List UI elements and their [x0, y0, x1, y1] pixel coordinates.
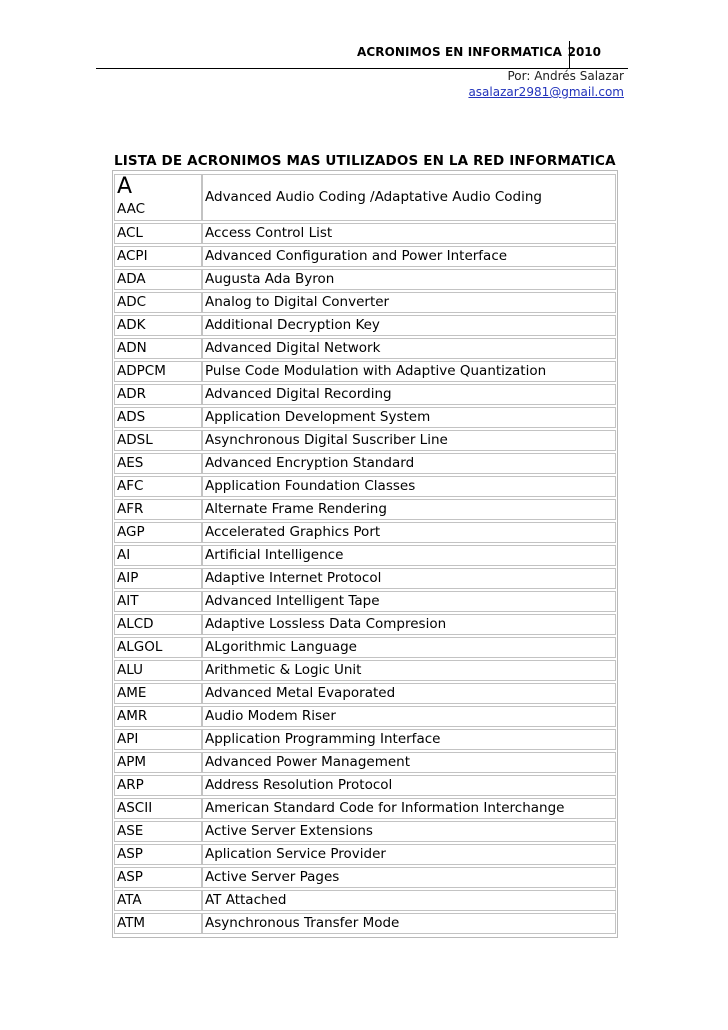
acronym-table — [114, 172, 616, 936]
table-row — [114, 637, 616, 658]
acronym-cell: AI — [114, 545, 202, 566]
acronym-cell: AIP — [114, 568, 202, 589]
definition-cell: Adaptive Lossless Data Compresion — [202, 614, 616, 635]
table-row — [114, 522, 616, 543]
definition-cell: Asynchronous Transfer Mode — [202, 913, 616, 934]
table-row — [114, 798, 616, 819]
definition-cell: Application Development System — [202, 407, 616, 428]
acronym-cell: ADR — [114, 384, 202, 405]
acronym-cell: ADC — [114, 292, 202, 313]
definition-cell: Advanced Intelligent Tape — [202, 591, 616, 612]
acronym-cell: ADPCM — [114, 361, 202, 382]
definition-cell: Advanced Digital Network — [202, 338, 616, 359]
acronym-cell: ALGOL — [114, 637, 202, 658]
acronym-cell: AIT — [114, 591, 202, 612]
table-row — [114, 614, 616, 635]
definition-cell: Active Server Extensions — [202, 821, 616, 842]
acronym-cell: ADK — [114, 315, 202, 336]
acronym-cell: ASP — [114, 867, 202, 888]
definition-cell: Pulse Code Modulation with Adaptive Quantization — [202, 361, 616, 382]
page-header — [96, 41, 628, 69]
list-title: LISTA DE ACRONIMOS MAS UTILIZADOS EN LA RED INFORMATICA — [114, 153, 616, 169]
definition-cell: ALgorithmic Language — [202, 637, 616, 658]
acronym-cell: AMR — [114, 706, 202, 727]
acronym-cell: AES — [114, 453, 202, 474]
acronym-cell: ADN — [114, 338, 202, 359]
definition-cell: Advanced Configuration and Power Interface — [202, 246, 616, 267]
definition-cell: Accelerated Graphics Port — [202, 522, 616, 543]
definition-cell: Advanced Power Management — [202, 752, 616, 773]
definition-cell: Advanced Digital Recording — [202, 384, 616, 405]
acronym-text: AAC — [117, 201, 146, 217]
acronym-cell: ACL — [114, 223, 202, 244]
acronym-cell: API — [114, 729, 202, 750]
definition-cell: Arithmetic & Logic Unit — [202, 660, 616, 681]
acronym-cell: ASCII — [114, 798, 202, 819]
definition-cell: Access Control List — [202, 223, 616, 244]
table-row — [114, 430, 616, 451]
table-row — [114, 338, 616, 359]
acronym-cell: ATM — [114, 913, 202, 934]
definition-cell: Adaptive Internet Protocol — [202, 568, 616, 589]
acronym-cell: ASE — [114, 821, 202, 842]
table-row — [114, 729, 616, 750]
table-row — [114, 246, 616, 267]
table-row — [114, 867, 616, 888]
definition-cell: Application Foundation Classes — [202, 476, 616, 497]
table-row — [114, 706, 616, 727]
table-row — [114, 752, 616, 773]
acronym-table-frame — [112, 170, 618, 938]
table-row — [114, 407, 616, 428]
definition-cell: Address Resolution Protocol — [202, 775, 616, 796]
section-letter: A — [117, 174, 133, 199]
acronym-cell: ALU — [114, 660, 202, 681]
definition-cell: American Standard Code for Information Interchange — [202, 798, 616, 819]
definition-cell: Advanced Metal Evaporated — [202, 683, 616, 704]
acronym-cell: ATA — [114, 890, 202, 911]
table-row — [114, 545, 616, 566]
table-row — [114, 683, 616, 704]
definition-cell: Active Server Pages — [202, 867, 616, 888]
table-row — [114, 269, 616, 290]
table-row — [114, 821, 616, 842]
table-row — [114, 660, 616, 681]
acronym-cell: AFR — [114, 499, 202, 520]
definition-cell: Advanced Audio Coding /Adaptative Audio Coding — [202, 174, 616, 221]
acronym-cell: AGP — [114, 522, 202, 543]
table-row — [114, 775, 616, 796]
definition-cell: Augusta Ada Byron — [202, 269, 616, 290]
table-row — [114, 453, 616, 474]
acronym-cell: AFC — [114, 476, 202, 497]
document-title: ACRONIMOS EN INFORMATICA — [356, 45, 562, 59]
definition-cell: Aplication Service Provider — [202, 844, 616, 865]
table-row — [114, 384, 616, 405]
table-row — [114, 844, 616, 865]
acronym-cell: ADSL — [114, 430, 202, 451]
table-row — [114, 499, 616, 520]
table-row — [114, 223, 616, 244]
table-row — [114, 315, 616, 336]
author-line: Por: Andrés Salazar — [507, 69, 624, 83]
definition-cell: AT Attached — [202, 890, 616, 911]
definition-cell: Analog to Digital Converter — [202, 292, 616, 313]
definition-cell: Advanced Encryption Standard — [202, 453, 616, 474]
acronym-cell — [114, 174, 202, 221]
acronym-cell: ARP — [114, 775, 202, 796]
table-row — [114, 913, 616, 934]
acronym-cell: ASP — [114, 844, 202, 865]
acronym-cell: ALCD — [114, 614, 202, 635]
definition-cell: Audio Modem Riser — [202, 706, 616, 727]
table-row — [114, 568, 616, 589]
author-email-link[interactable]: asalazar2981@gmail.com — [468, 85, 624, 99]
table-row — [114, 476, 616, 497]
definition-cell: Artificial Intelligence — [202, 545, 616, 566]
document-year: 2010 — [567, 45, 601, 59]
acronym-cell: AME — [114, 683, 202, 704]
definition-cell: Alternate Frame Rendering — [202, 499, 616, 520]
definition-cell: Additional Decryption Key — [202, 315, 616, 336]
table-row — [114, 174, 616, 221]
table-row — [114, 890, 616, 911]
definition-cell: Application Programming Interface — [202, 729, 616, 750]
table-row — [114, 591, 616, 612]
table-row — [114, 292, 616, 313]
acronym-cell: ACPI — [114, 246, 202, 267]
acronym-cell: APM — [114, 752, 202, 773]
acronym-cell: ADA — [114, 269, 202, 290]
definition-cell: Asynchronous Digital Suscriber Line — [202, 430, 616, 451]
table-row — [114, 361, 616, 382]
acronym-cell: ADS — [114, 407, 202, 428]
